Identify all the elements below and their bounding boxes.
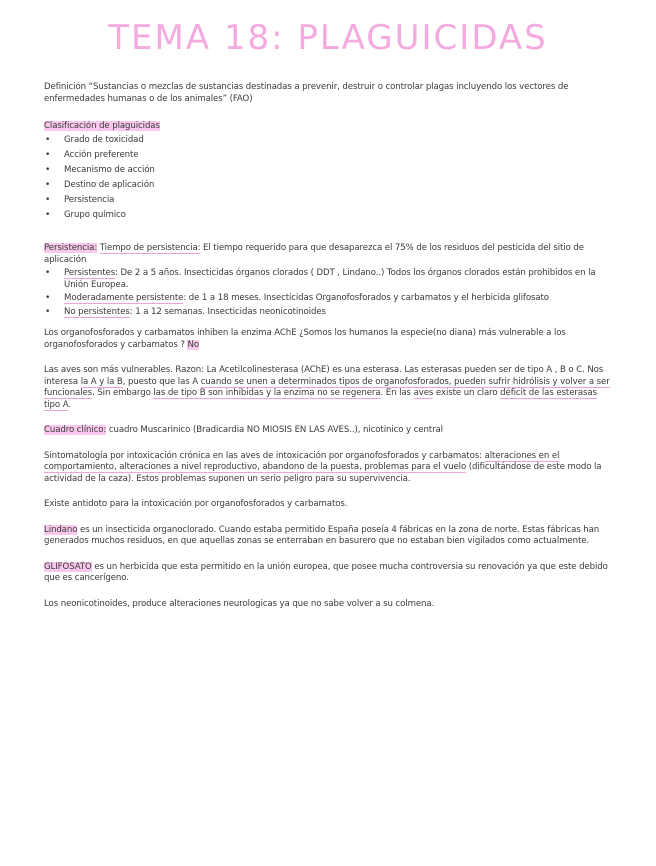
persistence-term-0: Persistentes [64, 268, 116, 279]
list-item: • Grupo químico [64, 210, 612, 222]
classification-heading-highlight: Clasificación de plaguicidas [44, 121, 160, 131]
list-item: • Persistencia [64, 195, 612, 207]
symptoms-paragraph [44, 451, 612, 486]
birds-text-4: . En las [380, 388, 414, 399]
persistence-label: Persistencia: [44, 243, 98, 254]
persistence-paragraph [44, 243, 612, 266]
persistence-term: Tiempo de persistencia: [99, 243, 201, 254]
persistence-term-2: No persistentes [64, 306, 130, 317]
birds-paragraph [44, 365, 612, 411]
list-item [64, 307, 612, 319]
glyphosate-paragraph [44, 562, 612, 585]
definition-paragraph: Definición “Sustancias o mezclas de sustancias destinadas a prevenir, destruir o controlar plagas incluyendo los vectores de enfermedades humanas o de los animales” (FAO) [44, 82, 569, 104]
clinical-paragraph [44, 425, 612, 437]
notes-page [0, 18, 656, 866]
birds-text-1: Las aves son más vulnerables. Razon: La Acetilcolinesterasa (AChE) es una esterasa. Las esterasas pueden ser de tipo A , B o C. Nos interesa [44, 365, 604, 387]
birds-underline-1: la A y la B [80, 376, 123, 387]
clinical-label: Cuadro clínico: [44, 425, 107, 436]
list-item: • Destino de aplicación [64, 180, 612, 192]
list-item: • Mecanismo de acción [64, 165, 612, 177]
persistence-text-0: : De 2 a 5 años. Insecticidas órganos clorados ( DDT , Lindano..) Todos los órganos clorados están prohibidos en la Unión Europea. [64, 268, 596, 290]
symptoms-text-2: (dificultándose de este modo la actividad de la caza). Estos problemas suponen un serio peligro para su supervivencia. [44, 462, 602, 484]
ache-text: Los organofosforados y carbamatos inhiben la enzima AChE ¿Somos los humanos la especie(no diana) más vulnerable a los organofosforados y carbamatos ? [44, 328, 566, 350]
ache-paragraph [44, 328, 612, 351]
persistence-text: El tiempo requerido para que desaparezca el 75% de los residuos del pesticida del sitio de aplicación [44, 243, 584, 265]
clinical-text: cuadro Muscarinico (Bradicardia NO MIOSIS EN LAS AVES..), nicotinico y central [106, 425, 443, 436]
birds-underline-4: aves [413, 388, 434, 399]
classification-heading [44, 121, 612, 133]
birds-underline-2: cuando se unen a determinados tipos de organofosforados, pueden sufrir hidrólisis y volver a ser funcionales [44, 376, 610, 399]
glyphosate-text: es un herbicida que esta permitido en la unión europea, que posee mucha controversia su renovación ya que este debido que es cancerígeno. [44, 561, 608, 584]
lindane-text: es un insecticida organoclorado. Cuando estaba permitido España poseía 4 fábricas en la zona de norte. Estas fábricas han generados muchos residuos, en que aquellas zonas se enterraban en basurero que no estaban bien vigilados como actualmente. [44, 524, 600, 547]
persistence-list [44, 268, 612, 318]
glyphosate-label: GLIFOSATO [44, 561, 92, 572]
birds-underline-5: déficit de las esterasas tipo A [44, 388, 597, 410]
persistence-text-1: : de 1 a 18 meses. Insecticidas Organofosforados y carbamatos y el herbicida glifosato [183, 293, 549, 304]
birds-text-2: , puesto que las A [122, 376, 201, 387]
list-item: • Grado de toxicidad [64, 135, 612, 147]
birds-text-3: . Sin embargo [92, 388, 154, 399]
lindane-label: Lindano [44, 524, 78, 535]
neonicotinoids-paragraph: Los neonicotinoides, produce alteraciones neurologicas ya que no sabe volver a su colmena. [44, 598, 435, 609]
persistence-term-1: Moderadamente persistente [64, 293, 184, 304]
classification-list [44, 135, 612, 222]
list-item: • Acción preferente [64, 150, 612, 162]
page-title: TEMA 18: PLAGUICIDAS [108, 18, 548, 58]
ache-answer: No [187, 339, 199, 350]
symptoms-text-1: Sintomatología por intoxicación crónica en las aves de intoxicación por organofosforados y carbamatos: [44, 450, 485, 461]
symptoms-underline: alteraciones en el comportamiento, alteraciones a nivel reproductivo, abandono de la puesta, problemas para el vuelo [44, 450, 560, 473]
persistence-text-2: : 1 a 12 semanas. Insecticidas neonicotinoides [129, 306, 326, 317]
list-item [64, 268, 612, 291]
list-item [64, 293, 612, 305]
lindane-paragraph [44, 525, 612, 548]
antidote-paragraph: Existe antidoto para la intoxicación por organofosforados y carbamatos. [44, 499, 348, 510]
birds-text-6: . [68, 399, 71, 410]
birds-text-5: existe un claro [433, 388, 501, 399]
birds-underline-3: las de tipo B son inhibidas y la enzima no se regenera [153, 388, 381, 399]
